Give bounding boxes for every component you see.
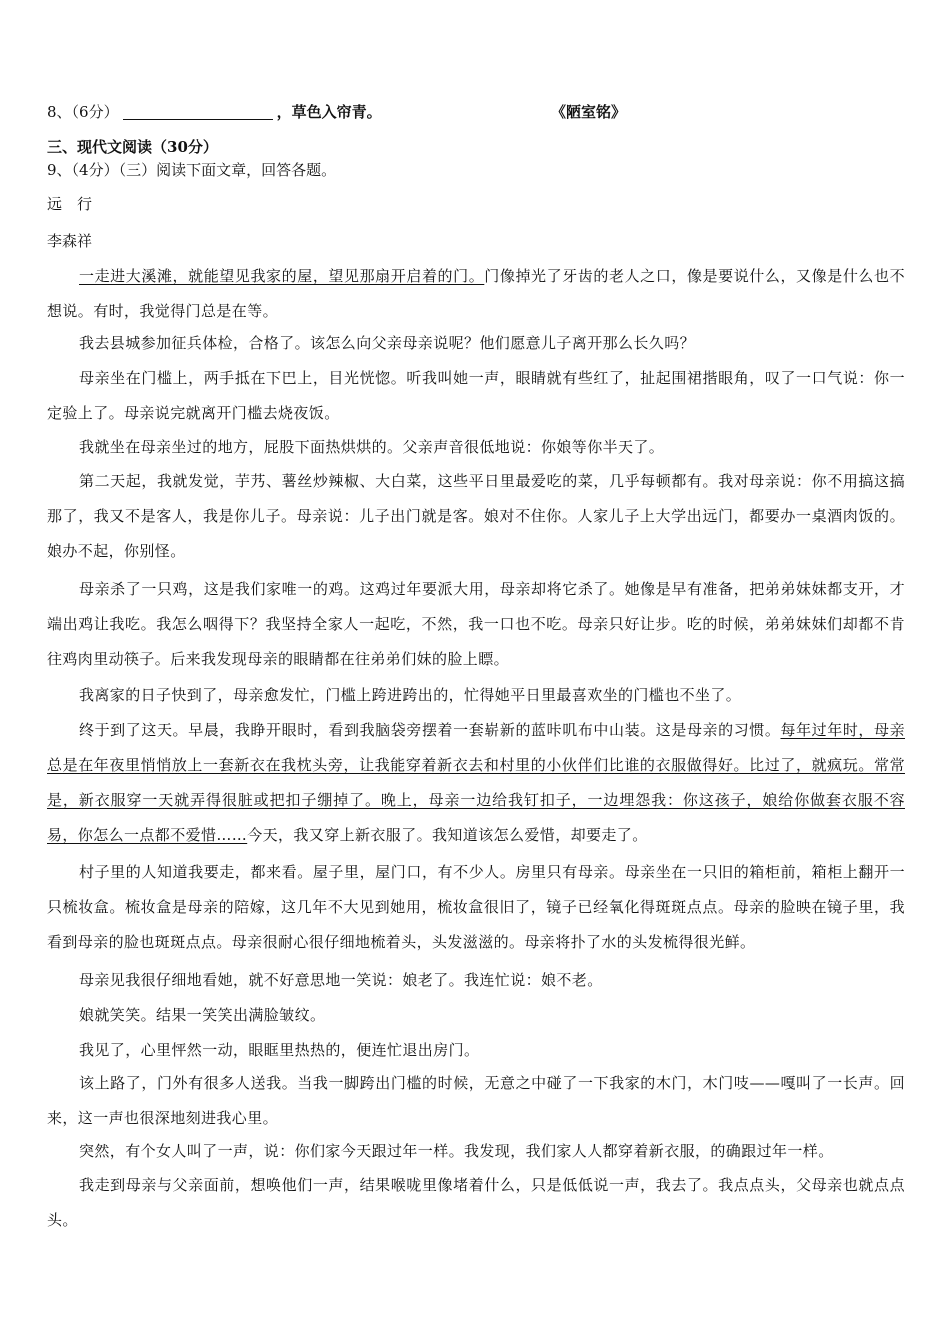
paragraph-4: 我就坐在母亲坐过的地方，屁股下面热烘烘的。父亲声音很低地说：你娘等你半天了。 <box>79 438 665 456</box>
question-8-source: 《陋室铭》 <box>551 103 627 121</box>
question-9: 9、（4分）（三）阅读下面文章，回答各题。 <box>47 161 337 179</box>
paragraph-15: 我走到母亲与父亲面前，想唤他们一声，结果喉咙里像堵着什么，只是低低说一声，我去了。我点点头，父母亲也就点点头。 <box>47 1176 905 1229</box>
article-author: 李森祥 <box>47 232 93 250</box>
question-8-text: ，草色入帘青。 <box>276 103 382 121</box>
article-title: 远 行 <box>47 195 93 213</box>
paragraph-5: 第二天起，我就发觉，芋艿、薯丝炒辣椒、大白菜，这些平日里最爱吃的菜，几乎每顿都有。我对母亲说：你不用搞这搞那了，我又不是客人，我是你儿子。母亲说：儿子出门就是客。娘对不住你。人家儿子上大学出远门，都要办一桌酒肉饭的。娘办不起，你别怪。 <box>47 472 905 560</box>
section-3-heading: 三、现代文阅读（30分） <box>47 138 218 156</box>
paragraph-2: 我去县城参加征兵体检，合格了。该怎么向父亲母亲说呢？他们愿意儿子离开那么长久吗？ <box>79 334 696 352</box>
paragraph-10: 母亲见我很仔细地看她，就不好意思地一笑说：娘老了。我连忙说：娘不老。 <box>79 971 603 989</box>
paragraph-8-underlined: 每年过年时，母亲总是在年夜里悄悄放上一套新衣在我枕头旁，让我能穿着新衣去和村里的小伙伴们比谁的衣服做得好。比过了，就疯玩。常常是，新衣服穿一天就弄得很脏或把扣子绷掉了。晚上，母亲一边给我钉扣子，一边埋怨我：你这孩子，娘给你做套衣服不容易，你怎么一点都不爱惜…… <box>47 721 906 844</box>
answer-blank[interactable] <box>123 105 273 120</box>
paragraph-9: 村子里的人知道我要走，都来看。屋子里，屋门口，有不少人。房里只有母亲。母亲坐在一只旧的箱柜前，箱柜上翻开一只梳妆盒。梳妆盒是母亲的陪嫁，这几年不大见到她用，梳妆盒很旧了，镜子已经氧化得斑斑点点。母亲的脸映在镜子里，我看到母亲的脸也斑斑点点。母亲很耐心很仔细地梳着头，头发滋滋的。母亲将扑了水的头发梳得很光鲜。 <box>47 863 905 951</box>
paragraph-8-end: 今天，我又穿上新衣服了。我知道该怎么爱惜，却要走了。 <box>247 826 648 844</box>
paragraph-13: 该上路了，门外有很多人送我。当我一脚跨出门槛的时候，无意之中碰了一下我家的木门，木门吱——嘎叫了一长声。回来，这一声也很深地刻进我心里。 <box>47 1074 905 1127</box>
paragraph-1-underlined: 一走进大溪滩，就能望见我家的屋，望见那扇开启着的门。 <box>79 267 485 285</box>
paragraph-1-rest: 门像掉光了牙齿的老人之口，像是要说什么，又像是什么也不想说。有时，我觉得门总是在等。 <box>47 267 905 320</box>
paragraph-12: 我见了，心里怦然一动，眼眶里热热的，便连忙退出房门。 <box>79 1041 480 1059</box>
paragraph-11: 娘就笑笑。结果一笑笑出满脸皱纹。 <box>79 1006 326 1024</box>
paragraph-6: 母亲杀了一只鸡，这是我们家唯一的鸡。这鸡过年要派大用，母亲却将它杀了。她像是早有准备，把弟弟妹妹都支开，才端出鸡让我吃。我怎么咽得下？我坚持全家人一起吃，不然，我一口也不吃。母亲只好让步。吃的时候，弟弟妹妹们却都不肯往鸡肉里动筷子。后来我发现母亲的眼睛都在往弟弟们妹的脸上瞟。 <box>47 580 905 668</box>
paragraph-8-start: 终于到了这天。早晨，我睁开眼时，看到我脑袋旁摆着一套崭新的蓝咔叽布中山装。这是母亲的习惯。 <box>79 721 781 739</box>
paragraph-3: 母亲坐在门槛上，两手抵在下巴上，目光恍惚。听我叫她一声，眼睛就有些红了，扯起围裙揩眼角，叹了一口气说：你一定验上了。母亲说完就离开门槛去烧夜饭。 <box>47 369 905 422</box>
question-8-number: 8、（6分） <box>47 103 119 121</box>
paragraph-8 <box>47 713 905 853</box>
paragraph-7: 我离家的日子快到了，母亲愈发忙，门槛上跨进跨出的，忙得她平日里最喜欢坐的门槛也不坐了。 <box>79 686 742 704</box>
question-8 <box>47 102 627 122</box>
paragraph-1 <box>47 259 905 329</box>
paragraph-14: 突然，有个女人叫了一声，说：你们家今天跟过年一样。我发现，我们家人人都穿着新衣服，的确跟过年一样。 <box>79 1142 834 1160</box>
